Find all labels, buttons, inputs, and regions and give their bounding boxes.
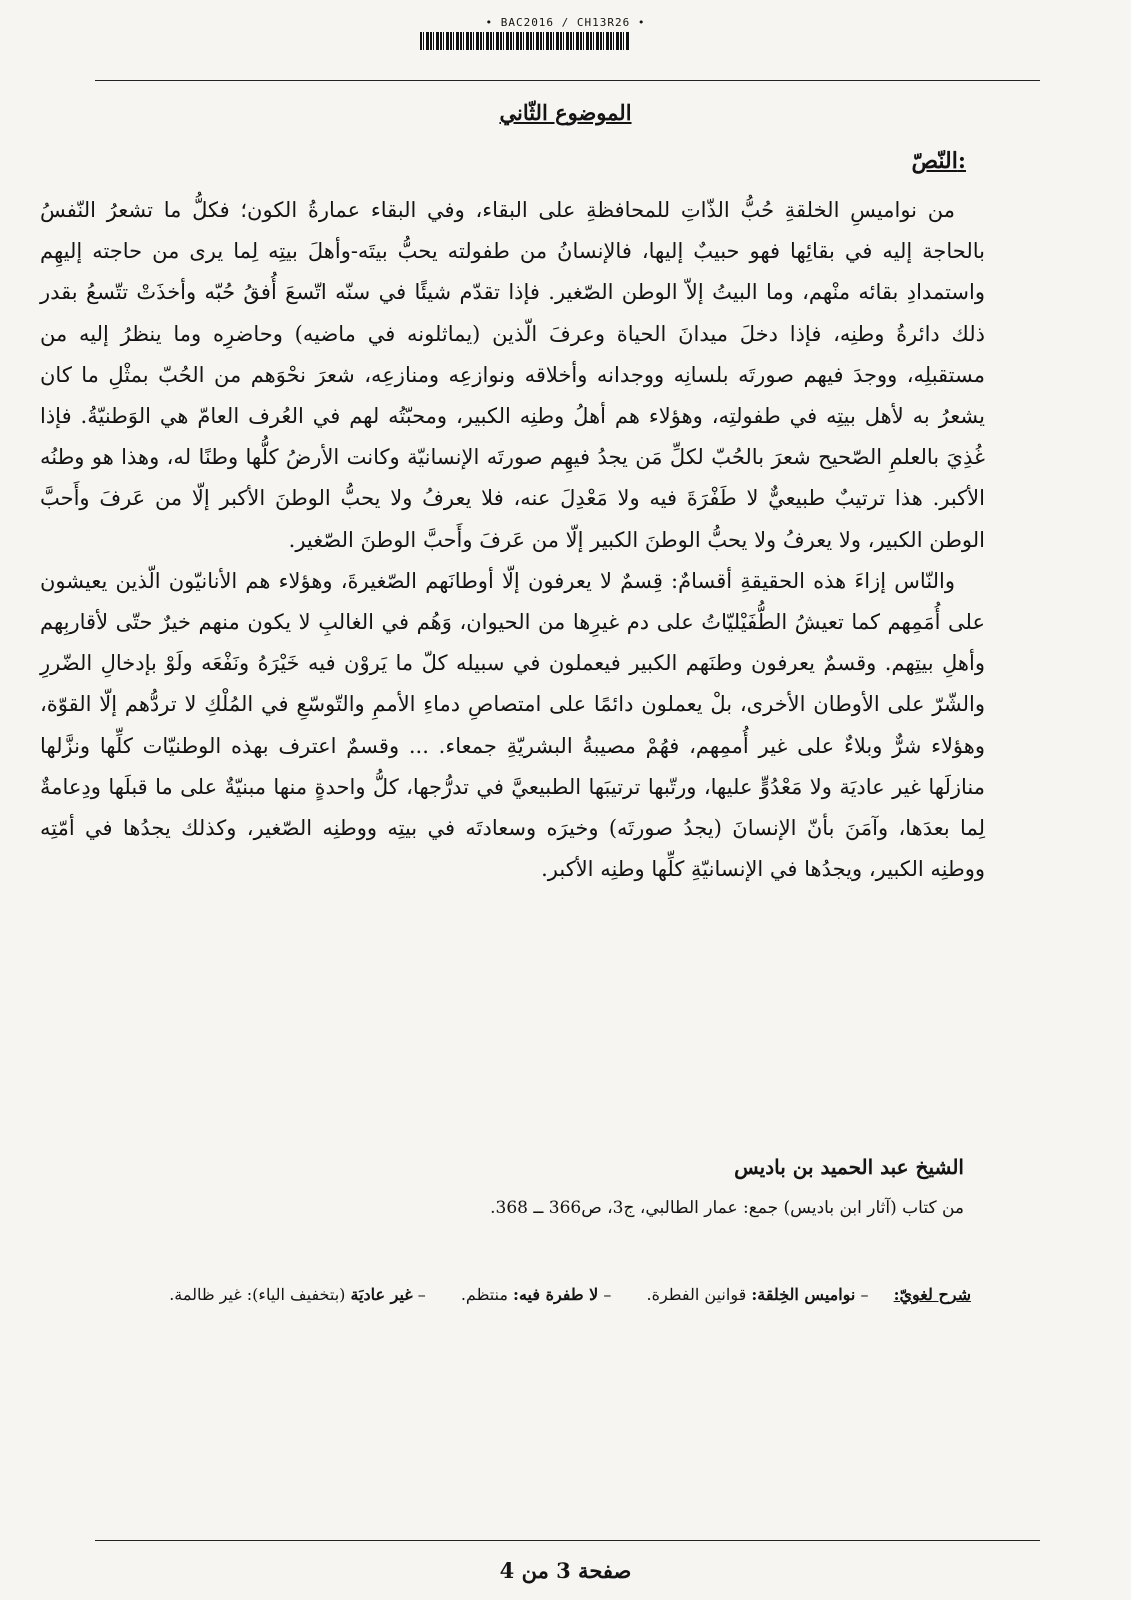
page-title: الموضوع الثّاني — [499, 100, 632, 125]
glossary-term: نواميس الخِلقة: — [751, 1285, 856, 1304]
barcode-icon — [420, 32, 630, 50]
main-text — [40, 190, 985, 890]
bottom-divider — [95, 1540, 1040, 1541]
author-name: الشيخ عبد الحميد بن باديس — [734, 1155, 964, 1179]
glossary-item: – غير عاديَة (بتخفيف الياء): غير ظالمة. — [169, 1285, 426, 1304]
glossary-term: لا طفرة فيه: — [513, 1285, 599, 1304]
glossary — [31, 1285, 971, 1304]
paragraph-2: والنّاس إزاءَ هذه الحقيقةِ أقسامٌ: قِسمٌ لا يعرفون إلّا أوطانَهم الصّغيرةَ، وهؤلاء هم الأنانيّون الّذين يعيشون على أُمَمِهم كما تعيشُ الطُّفَيْليّاتُ على دم غيرِها من الحيوان، وَهُم في الغالبِ لا يكون منهم خيرٌ حتّى لأقاربِهم وأهلِ بيتِهم. وقسمٌ يعرفون وطنَهم الكبير فيعملون في سبيله كلّ ما يَروْن فيه خَيْرَهُ ونَفْعَه ولَوْ بإدخالِ الضّررِ والشّرّ على الأوطان الأخرى، بلْ يعملون دائمًا على امتصاصِ دماءِ الأممِ والتّوسّعِ في المُلْكِ لا تردُّهم إلّا القوّة، وهؤلاء شرٌّ وبلاءٌ على غير أُممِهم، فهُمْ مصيبةُ البشريّةِ جمعاء. ... وقسمٌ اعترف بهذه الوطنيّات كلِّها ونزَّلها منازلَها غير عاديَة ولا مَعْدُوٍّ عليها، ورتّبها ترتيبَها الطبيعيَّ في تدرُّجها، كلُّ واحدةٍ منها مبنيّةٌ على ما قبلَها ودِعامةٌ لِما بعدَها، وآمَنَ بأنّ الإنسانَ (يجدُ صورتَه) وخيرَه وسعادتَه في بيتِه ووطنِه الصّغير، وكذلك يجدُها في أمّتِه ووطنِه الكبير، ويجدُها في الإنسانيّةِ كلِّها وطنِه الأكبر. — [40, 568, 985, 882]
glossary-meaning: (بتخفيف الياء): غير ظالمة. — [169, 1285, 346, 1304]
glossary-meaning: منتظم. — [460, 1285, 508, 1304]
page-number: صفحة 3 من 4 — [499, 1558, 632, 1583]
top-divider — [95, 80, 1040, 81]
glossary-term: غير عاديَة — [350, 1285, 413, 1304]
glossary-meaning: قوانين الفطرة. — [646, 1285, 747, 1304]
paragraph-1: من نواميسِ الخلقةِ حُبُّ الذّاتِ للمحافظةِ على البقاء، وفي البقاء عمارةُ الكون؛ فكلُّ ما تشعرُ النّفسُ بالحاجة إليه في بقائِها فهو حبيبٌ إليها، فالإنسانُ من طفولته يحبُّ بيتَه-وأهلَ بيتِه لِما يرى من حاجته إليهِم واستمدادِ بقائه منْهم، وما البيتُ إلاّ الوطن الصّغير. فإذا تقدّم شيئًا في سنّه اتّسعَ أُفقُ حُبّه وأخذَتْ تتّسعُ بقدر ذلك دائرةُ وطنِه، فإذا دخلَ ميدانَ الحياة وعرفَ الّذين (يماثلونه في ماضيه) وحاضرِه وما ينظرُ إليه من مستقبلِه، ووجدَ فيهم صورتَه بلسانِه ووجدانه وأخلاقه ونوازعِه ومنازعِه، شعرَ نحْوَهم من الحُبّ بمثْلِ ما كان يشعرُ به لأهل بيتِه في طفولتِه، وهؤلاء هم أهلُ وطنِه الكبير، ومحبّتُه لهم في العُرف العامّ هي الوَطنيّةُ. فإذا غُذِيَ بالعلمِ الصّحيح شعرَ بالحُبّ لكلِّ مَن يجدُ فيهِم صورتَه الإنسانيّة وكانت الأرضُ كلُّها وطنًا له، وهذا هو وطنُه الأكبر. هذا ترتيبٌ طبيعيٌّ لا طَفْرَةَ فيه ولا مَعْدِلَ عنه، فلا يعرفُ ولا يحبُّ الوطنَ الأكبر إلّا من عَرفَ وأَحبَّ الوطن الكبير، ولا يعرفُ ولا يحبُّ الوطنَ الكبير إلّا من عَرفَ وأَحبَّ الوطنَ الصّغير. — [40, 198, 985, 552]
source-citation: من كتاب (آثار ابن باديس) جمع: عمار الطالبي، ج3، ص366 ــ 368. — [490, 1198, 964, 1218]
section-label: النّصّ: — [911, 148, 966, 174]
glossary-title: شرح لغويّ: — [893, 1285, 971, 1304]
glossary-item: – نواميس الخِلقة: قوانين الفطرة. — [646, 1285, 869, 1304]
document-code: • BAC2016 / CH13R26 • — [485, 16, 646, 29]
glossary-item: – لا طفرة فيه: منتظم. — [460, 1285, 612, 1304]
